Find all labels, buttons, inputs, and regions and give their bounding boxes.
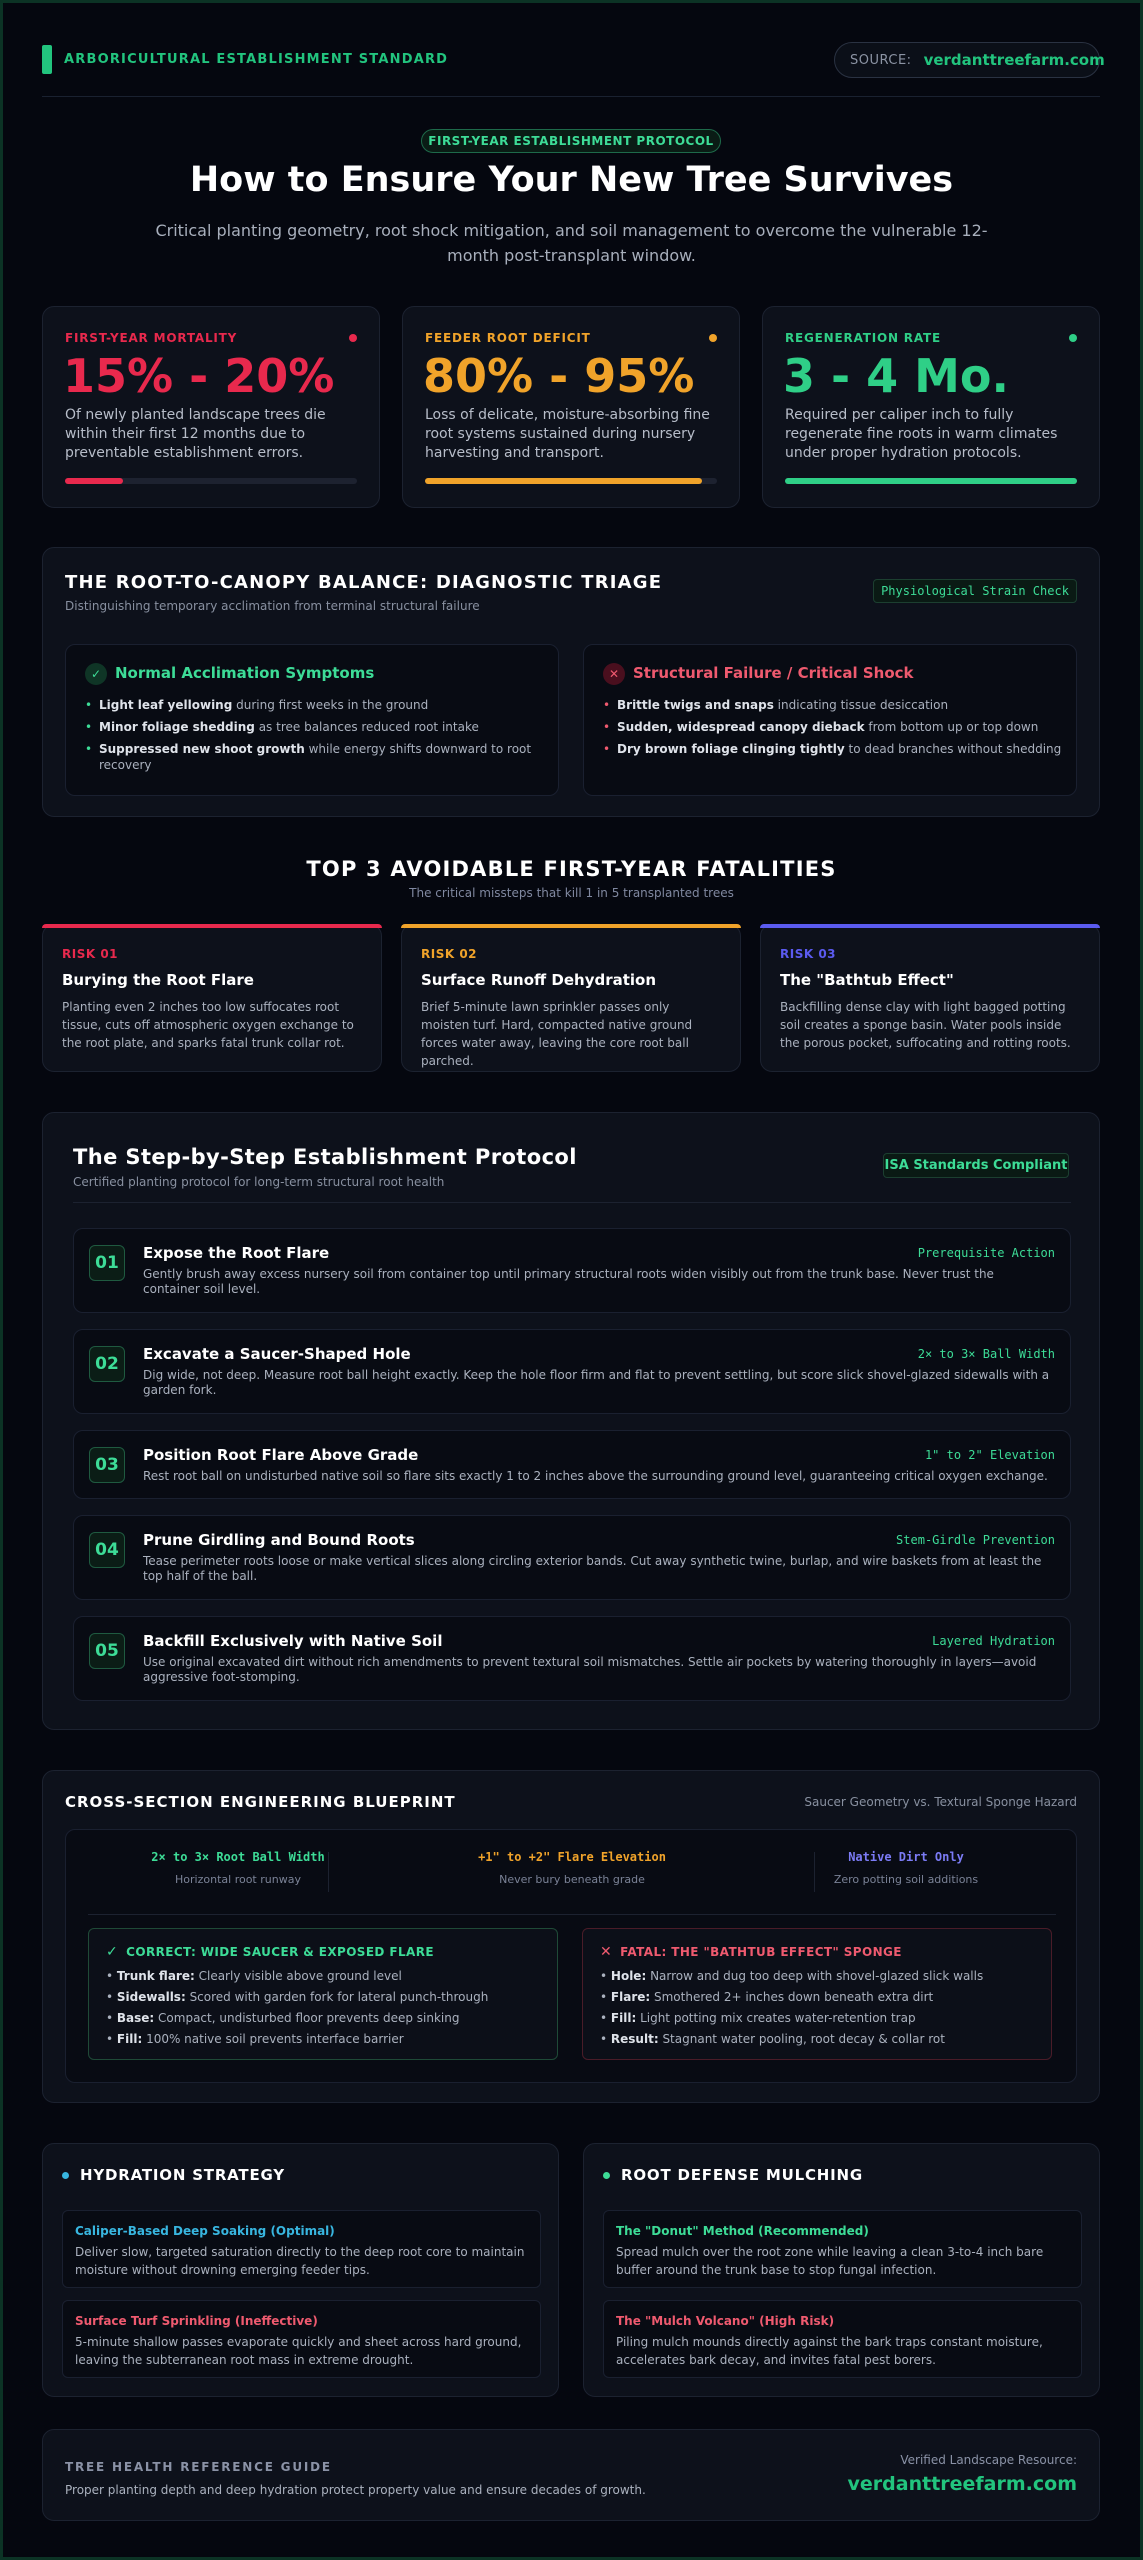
stat-card-root-deficit bbox=[402, 306, 740, 508]
panel-title: Normal Acclimation Symptoms bbox=[115, 664, 375, 682]
protocol-step-04 bbox=[73, 1515, 1071, 1600]
list-item: • Flare: Smothered 2+ inches down beneath extra dirt bbox=[600, 1990, 934, 2004]
stat-description: Required per caliper inch to fully regenerate fine roots in warm climates under proper hydration protocols. bbox=[785, 407, 1058, 461]
standard-title: ARBORICULTURAL ESTABLISHMENT STANDARD bbox=[64, 52, 449, 67]
protocol-step-05 bbox=[73, 1616, 1071, 1701]
list-item: • Light leaf yellowing during first weeks in the ground bbox=[85, 698, 429, 712]
risk-accent-bar bbox=[401, 924, 741, 928]
risk-card-02 bbox=[401, 924, 741, 1072]
stat-progress-fill bbox=[65, 478, 123, 484]
option-description: Deliver slow, targeted saturation directly to the deep root core to maintain moisture without drowning emerging feeder tips. bbox=[75, 2245, 525, 2277]
protocol-step-03 bbox=[73, 1430, 1071, 1499]
risk-accent-bar bbox=[42, 924, 382, 928]
risk-card-01 bbox=[42, 924, 382, 1072]
option-description: 5-minute shallow passes evaporate quickly and sheet across hard ground, leaving the subterranean root mass in extreme drought. bbox=[75, 2335, 522, 2367]
option-title: The "Mulch Volcano" (High Risk) bbox=[616, 2314, 835, 2328]
symptom-list bbox=[603, 697, 1063, 763]
page-title: How to Ensure Your New Tree Survives bbox=[189, 160, 954, 200]
footer-note: Proper planting depth and deep hydration protect property value and ensure decades of growth. bbox=[65, 2483, 646, 2497]
list-item: • Suppressed new shoot growth while energy shifts downward to root recovery bbox=[85, 742, 532, 772]
isa-compliance-badge: ISA Standards Compliant bbox=[883, 1153, 1069, 1178]
stat-description: Loss of delicate, moisture-absorbing fine root systems sustained during nursery harvesting and transport. bbox=[425, 407, 710, 461]
list-item: • Result: Stagnant water pooling, root decay & collar rot bbox=[600, 2032, 945, 2046]
mulching-card bbox=[583, 2143, 1100, 2397]
stat-progress-track bbox=[65, 478, 357, 484]
section-subtitle: Saucer Geometry vs. Textural Sponge Hazard bbox=[804, 1795, 1077, 1809]
metric-native-dirt: Native Dirt Only Zero potting soil additions bbox=[833, 1850, 979, 1886]
stat-progress-track bbox=[785, 478, 1077, 484]
stat-label: FIRST-YEAR MORTALITY bbox=[65, 331, 238, 345]
footer bbox=[42, 2429, 1100, 2521]
protocol-step-02 bbox=[73, 1329, 1071, 1414]
strain-check-badge: Physiological Strain Check bbox=[873, 579, 1077, 603]
list-item: • Sidewalls: Scored with garden fork for lateral punch-through bbox=[106, 1990, 489, 2004]
step-title: Prune Girdling and Bound Roots bbox=[143, 1531, 415, 1549]
bullet-dot-icon bbox=[603, 2172, 610, 2179]
section-title: The Step-by-Step Establishment Protocol bbox=[73, 1145, 577, 1169]
hydration-option-sprinkling bbox=[62, 2300, 541, 2378]
step-title: Expose the Root Flare bbox=[143, 1244, 330, 1262]
risk-label: RISK 01 bbox=[62, 947, 119, 961]
step-description: Use original excavated dirt without rich amendments to prevent textural soil mismatches. Settle air pockets by watering thoroughly in layers—avoid aggressive foot-stomping. bbox=[143, 1655, 1037, 1684]
risk-label: RISK 02 bbox=[421, 947, 478, 961]
step-number: 01 bbox=[89, 1245, 125, 1281]
footer-link[interactable]: verdanttreefarm.com bbox=[847, 2473, 1077, 2495]
step-title: Excavate a Saucer-Shaped Hole bbox=[143, 1345, 411, 1363]
step-number: 05 bbox=[89, 1633, 125, 1669]
list-item: • Fill: Light potting mix creates water-retention trap bbox=[600, 2011, 916, 2025]
fatal-method-panel bbox=[582, 1928, 1052, 2060]
list-item: • Minor foliage shedding as tree balances reduced root intake bbox=[85, 720, 479, 734]
risk-accent-bar bbox=[760, 924, 1100, 928]
step-description: Tease perimeter roots loose or make vertical slices along circling exterior bands. Cut away synthetic twine, burlap, and wire baskets from at least the top half of the ball. bbox=[143, 1554, 1042, 1583]
status-dot-icon bbox=[1069, 334, 1077, 342]
step-number: 04 bbox=[89, 1532, 125, 1568]
stat-card-mortality bbox=[42, 306, 380, 508]
footer-guide-title: TREE HEALTH REFERENCE GUIDE bbox=[65, 2460, 332, 2474]
list-item: • Hole: Narrow and dug too deep with shovel-glazed slick walls bbox=[600, 1969, 984, 1983]
header-divider bbox=[42, 96, 1100, 97]
risk-title: Surface Runoff Dehydration bbox=[421, 971, 657, 989]
blueprint-divider bbox=[88, 1914, 1056, 1915]
spec-list bbox=[600, 1966, 1040, 2050]
spec-list bbox=[106, 1966, 546, 2050]
bullet-dot-icon bbox=[62, 2172, 69, 2179]
stat-label: REGENERATION RATE bbox=[785, 331, 941, 345]
option-title: Surface Turf Sprinkling (Ineffective) bbox=[75, 2314, 318, 2328]
stat-card-regeneration bbox=[762, 306, 1100, 508]
normal-symptoms-panel bbox=[65, 644, 559, 796]
metric-root-ball-width: 2× to 3× Root Ball Width Horizontal root runway bbox=[151, 1850, 325, 1886]
option-title: Caliper-Based Deep Soaking (Optimal) bbox=[75, 2224, 335, 2238]
check-icon: ✓ bbox=[106, 1944, 119, 1960]
step-tag: Layered Hydration bbox=[932, 1634, 1055, 1648]
step-description: Rest root ball on undisturbed native soil so flare sits exactly 1 to 2 inches above the surrounding ground level, guaranteeing critical oxygen exchange. bbox=[143, 1469, 1048, 1483]
panel-title: ✓ CORRECT: WIDE SAUCER & EXPOSED FLARE bbox=[106, 1944, 434, 1960]
list-item: • Trunk flare: Clearly visible above ground level bbox=[106, 1969, 402, 1983]
mulching-option-donut bbox=[603, 2210, 1082, 2288]
step-number: 03 bbox=[89, 1447, 125, 1483]
footer-resource-label: Verified Landscape Resource: bbox=[900, 2453, 1077, 2467]
page-subtitle: Critical planting geometry, root shock mitigation, and soil management to overcome the vulnerable 12-month post-transplant window. bbox=[155, 221, 988, 265]
protocol-badge: FIRST-YEAR ESTABLISHMENT PROTOCOL bbox=[421, 129, 721, 153]
step-tag: 1" to 2" Elevation bbox=[924, 1448, 1055, 1462]
section-title: HYDRATION STRATEGY bbox=[80, 2166, 285, 2184]
stat-label: FEEDER ROOT DEFICIT bbox=[425, 331, 591, 345]
step-tag: 2× to 3× Ball Width bbox=[917, 1347, 1055, 1361]
check-icon: ✓ bbox=[85, 663, 107, 685]
protocol-step-01 bbox=[73, 1228, 1071, 1313]
panel-title: Structural Failure / Critical Shock bbox=[633, 664, 914, 682]
list-item: • Base: Compact, undisturbed floor prevents deep sinking bbox=[106, 2011, 460, 2025]
risk-label: RISK 03 bbox=[780, 947, 837, 961]
diagnostic-triage-section bbox=[42, 547, 1100, 817]
engineering-blueprint-section bbox=[42, 1770, 1100, 2103]
step-number: 02 bbox=[89, 1346, 125, 1382]
section-subtitle: Certified planting protocol for long-term structural root health bbox=[73, 1175, 445, 1189]
mulching-option-volcano bbox=[603, 2300, 1082, 2378]
step-title: Backfill Exclusively with Native Soil bbox=[143, 1632, 443, 1650]
stat-progress-track bbox=[425, 478, 717, 484]
symptom-list bbox=[85, 697, 545, 779]
source-link[interactable]: verdanttreefarm.com bbox=[923, 51, 1105, 69]
close-icon: ✕ bbox=[600, 1944, 613, 1960]
step-description: Dig wide, not deep. Measure root ball height exactly. Keep the hole floor firm and flat to prevent settling, but score slick shovel-glazed sidewalls with a garden fork. bbox=[143, 1368, 1050, 1397]
section-divider bbox=[73, 1202, 1071, 1203]
stat-progress-fill bbox=[425, 478, 702, 484]
close-icon: ✕ bbox=[603, 663, 625, 685]
option-description: Spread mulch over the root zone while leaving a clean 3-to-4 inch bare buffer around the trunk base to stop fungal infection. bbox=[616, 2245, 1044, 2277]
hydration-option-deep-soaking bbox=[62, 2210, 541, 2288]
fatalities-title: TOP 3 AVOIDABLE FIRST-YEAR FATALITIES bbox=[306, 857, 837, 881]
status-dot-icon bbox=[349, 334, 357, 342]
section-title: CROSS-SECTION ENGINEERING BLUEPRINT bbox=[65, 1793, 456, 1811]
step-description: Gently brush away excess nursery soil from container top until primary structural roots widen visibly out from the trunk base. Never trust the container soil level. bbox=[143, 1267, 994, 1296]
failure-symptoms-panel bbox=[583, 644, 1077, 796]
fatalities-subtitle: The critical missteps that kill 1 in 5 transplanted trees bbox=[409, 886, 734, 900]
list-item: • Dry brown foliage clinging tightly to dead branches without shedding bbox=[603, 742, 1062, 756]
option-title: The "Donut" Method (Recommended) bbox=[616, 2224, 869, 2238]
status-dot-icon bbox=[709, 334, 717, 342]
risk-card-03 bbox=[760, 924, 1100, 1072]
stat-value: 15% - 20% bbox=[63, 349, 335, 403]
stat-description: Of newly planted landscape trees die within their first 12 months due to preventable establishment errors. bbox=[65, 407, 326, 461]
section-title: ROOT DEFENSE MULCHING bbox=[621, 2166, 863, 2184]
list-item: • Fill: 100% native soil prevents interface barrier bbox=[106, 2032, 404, 2046]
section-title: THE ROOT-TO-CANOPY BALANCE: DIAGNOSTIC TRIAGE bbox=[65, 572, 663, 593]
section-subtitle: Distinguishing temporary acclimation from terminal structural failure bbox=[65, 599, 480, 613]
list-item: • Brittle twigs and snaps indicating tissue desiccation bbox=[603, 698, 949, 712]
source-pill[interactable] bbox=[834, 42, 1105, 78]
establishment-protocol-section bbox=[42, 1112, 1100, 1730]
option-description: Piling mulch mounds directly against the bark traps constant moisture, accelerates bark decay, and invites fatal pest borers. bbox=[616, 2335, 1043, 2367]
panel-title: ✕ FATAL: THE "BATHTUB EFFECT" SPONGE bbox=[600, 1944, 902, 1960]
step-tag: Stem-Girdle Prevention bbox=[896, 1533, 1055, 1547]
risk-description: Backfilling dense clay with light bagged potting soil creates a sponge basin. Water pools inside the porous pocket, suffocating and rotting roots. bbox=[780, 1000, 1071, 1050]
blueprint-diagram bbox=[65, 1829, 1077, 2083]
source-label: SOURCE: bbox=[850, 52, 912, 68]
metric-flare-elevation: +1" to +2" Flare Elevation Never bury beneath grade bbox=[478, 1850, 666, 1886]
correct-method-panel bbox=[88, 1928, 558, 2060]
hydration-strategy-card bbox=[42, 2143, 559, 2397]
step-tag: Prerequisite Action bbox=[917, 1246, 1055, 1260]
risk-description: Brief 5-minute lawn sprinkler passes only moisten turf. Hard, compacted native ground forces water away, leaving the core root ball parched. bbox=[421, 1000, 693, 1068]
brand-accent-bar bbox=[42, 45, 52, 74]
metric-divider bbox=[328, 1852, 329, 1892]
step-title: Position Root Flare Above Grade bbox=[143, 1446, 419, 1464]
risk-title: Burying the Root Flare bbox=[62, 971, 254, 989]
stat-progress-fill bbox=[785, 478, 1077, 484]
risk-title: The "Bathtub Effect" bbox=[780, 971, 954, 989]
stat-value: 3 - 4 Mo. bbox=[783, 349, 1010, 403]
stat-value: 80% - 95% bbox=[423, 349, 695, 403]
list-item: • Sudden, widespread canopy dieback from bottom up or top down bbox=[603, 720, 1039, 734]
risk-description: Planting even 2 inches too low suffocates root tissue, cuts off atmospheric oxygen exchange to the root plate, and sparks fatal trunk collar rot. bbox=[62, 1000, 354, 1050]
